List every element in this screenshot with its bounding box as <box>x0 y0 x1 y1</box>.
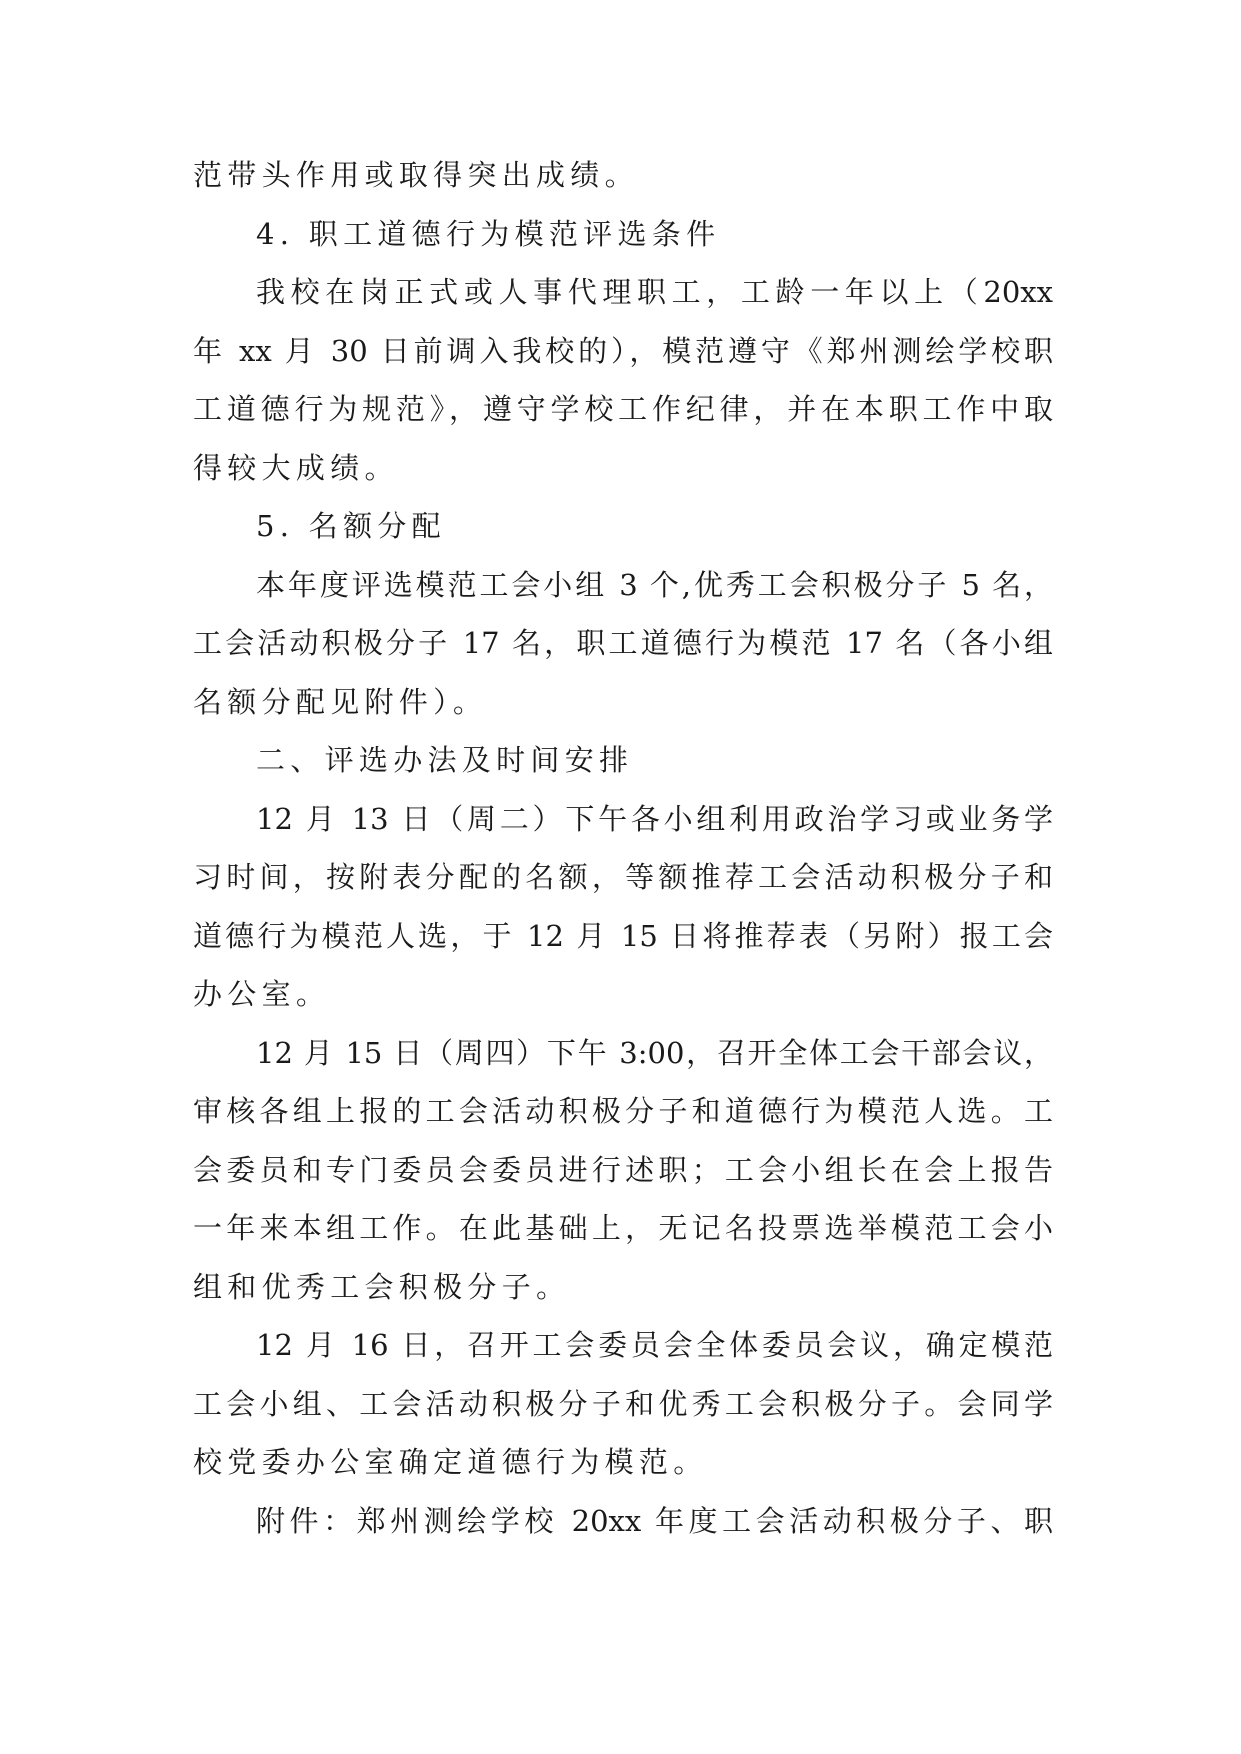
paragraph-first-line: 4. 职工道德行为模范评选条件 <box>256 216 721 251</box>
document-page <box>193 146 1053 1550</box>
paragraph-first-line: 本年度评选模范工会小组 3 个,优秀工会积极分子 5 名， <box>256 567 1053 602</box>
paragraph-first-line: 12 月 16 日，召开工会委员会全体委员会议，确定模范 <box>256 1328 1053 1362</box>
paragraph-first-line: 12 月 13 日（周二）下午各小组利用政治学习或业务学 <box>256 801 1053 836</box>
text-line: 道德行为模范人选，于 12 月 15 日将推荐表（另附）报工会 <box>193 918 1053 953</box>
text-line: 习时间，按附表分配的名额，等额推荐工会活动积极分子和 <box>193 860 1053 894</box>
text-line: 工道德行为规范》，遵守学校工作纪律，并在本职工作中取 <box>193 392 1053 426</box>
text-line: 工会活动积极分子 17 名，职工道德行为模范 17 名（各小组 <box>193 626 1053 660</box>
text-line: 名额分配见附件）。 <box>193 684 488 719</box>
paragraph-first-line: 二、评选办法及时间安排 <box>256 743 634 777</box>
text-line: 范带头作用或取得突出成绩。 <box>193 158 639 192</box>
paragraph-first-line: 我校在岗正式或人事代理职工，工龄一年以上（20xx <box>256 275 1053 309</box>
text-line: 一年来本组工作。在此基础上，无记名投票选举模范工会小 <box>193 1211 1053 1245</box>
text-line: 会委员和专门委员会委员进行述职；工会小组长在会上报告 <box>193 1152 1053 1187</box>
text-line: 校党委办公室确定道德行为模范。 <box>193 1445 708 1479</box>
paragraph-first-line: 附件：郑州测绘学校 20xx 年度工会活动积极分子、职 <box>256 1503 1053 1538</box>
text-line: 组和优秀工会积极分子。 <box>193 1269 571 1304</box>
text-line: 办公室。 <box>193 977 331 1011</box>
text-line: 得较大成绩。 <box>193 450 399 485</box>
text-line: 审核各组上报的工会活动积极分子和道德行为模范人选。工 <box>193 1094 1053 1128</box>
text-line: 年 xx 月 30 日前调入我校的），模范遵守《郑州测绘学校职 <box>193 333 1053 368</box>
text-line: 工会小组、工会活动积极分子和优秀工会积极分子。会同学 <box>193 1386 1053 1421</box>
paragraph-first-line: 5. 名额分配 <box>256 509 446 543</box>
paragraph-first-line: 12 月 15 日（周四）下午 3:00，召开全体工会干部会议， <box>256 1035 1053 1070</box>
